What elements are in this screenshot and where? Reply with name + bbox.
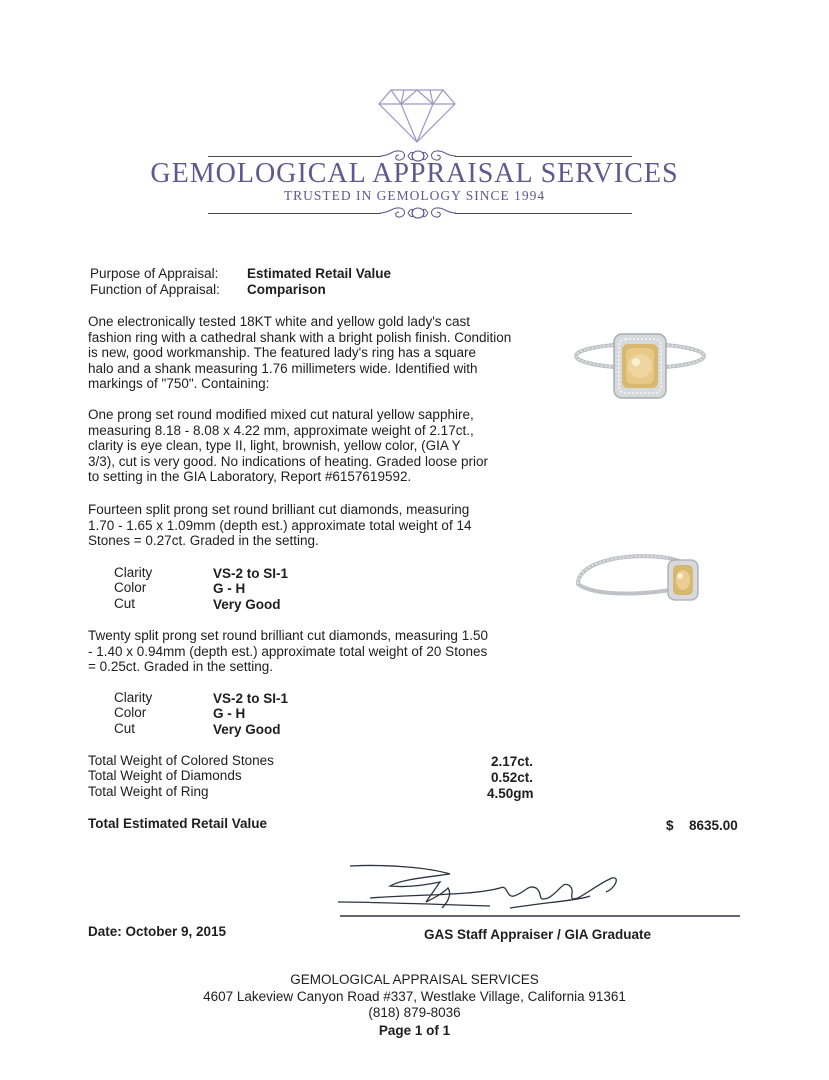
color-label: Color bbox=[114, 705, 147, 720]
colored-stones-label: Total Weight of Colored Stones bbox=[88, 753, 274, 768]
text-line: 3/3), cut is very good. No indications of heating. Graded loose prior bbox=[88, 453, 488, 469]
text-line: 1.70 - 1.65 x 1.09mm (depth est.) approximate total weight of 14 bbox=[88, 517, 472, 533]
cut-label: Cut bbox=[114, 721, 136, 736]
text-line: to setting in the GIA Laboratory, Report #6157619592. bbox=[88, 469, 412, 485]
function-label: Function of Appraisal: bbox=[90, 282, 220, 297]
signatory-title: GAS Staff Appraiser / GIA Graduate bbox=[424, 927, 652, 942]
clarity-value: VS-2 to SI-1 bbox=[213, 691, 289, 706]
footer-address: 4607 Lakeview Canyon Road #337, Westlake Village, California 91361 bbox=[203, 989, 626, 1004]
clarity-label: Clarity bbox=[114, 690, 153, 705]
page-number: Page 1 of 1 bbox=[378, 1023, 451, 1038]
header-rule-left bbox=[208, 156, 381, 157]
text-line: = 0.25ct. Graded in the setting. bbox=[88, 659, 273, 675]
signature-image bbox=[330, 858, 750, 928]
color-value: G - H bbox=[213, 706, 246, 721]
header-rule-bottom-right bbox=[455, 213, 632, 214]
ring-top-view-photo bbox=[570, 318, 710, 404]
text-line: markings of "750". Containing: bbox=[88, 376, 270, 392]
estimate-label: Total Estimated Retail Value bbox=[88, 816, 268, 831]
cut-label: Cut bbox=[114, 596, 136, 611]
diamonds-weight-label: Total Weight of Diamonds bbox=[88, 768, 242, 783]
color-value: G - H bbox=[213, 581, 246, 596]
company-logo-title: GEMOLOGICAL APPRAISAL SERVICES bbox=[150, 158, 679, 189]
header-rule-bottom-left bbox=[208, 213, 381, 214]
function-value: Comparison bbox=[247, 282, 326, 297]
header-rule-right bbox=[455, 156, 632, 157]
cut-value: Very Good bbox=[213, 722, 281, 737]
company-tagline: TRUSTED IN GEMOLOGY SINCE 1994 bbox=[283, 188, 546, 203]
ring-side-view-photo bbox=[572, 542, 712, 606]
text-line: clarity is eye clean, type II, light, brownish, yellow color, (GIA Y bbox=[88, 438, 461, 454]
colored-stones-value: 2.17ct. bbox=[491, 754, 534, 769]
text-line: Twenty split prong set round brilliant cut diamonds, measuring 1.50 bbox=[88, 628, 488, 643]
ring-weight-label: Total Weight of Ring bbox=[88, 784, 209, 799]
bottom-flourish-icon bbox=[378, 204, 458, 222]
text-line: halo and a shank measuring 1.76 millimeters wide. Identified with bbox=[88, 360, 478, 376]
text-line: - 1.40 x 0.94mm (depth est.) approximate total weight of 20 Stones bbox=[88, 643, 488, 659]
diamonds-14-description bbox=[88, 502, 528, 549]
footer-phone: (818) 879-8036 bbox=[368, 1005, 461, 1020]
purpose-value: Estimated Retail Value bbox=[247, 266, 392, 281]
clarity-value: VS-2 to SI-1 bbox=[213, 566, 289, 581]
color-label: Color bbox=[114, 580, 147, 595]
estimate-value: 8635.00 bbox=[689, 818, 738, 833]
clarity-label: Clarity bbox=[114, 565, 153, 580]
text-line: Stones = 0.27ct. Graded in the setting. bbox=[88, 533, 319, 549]
text-line: fashion ring with a cathedral shank with a bright polish finish. Condition bbox=[88, 329, 512, 345]
diamonds-weight-value: 0.52ct. bbox=[491, 770, 534, 785]
diamonds-20-description bbox=[88, 628, 528, 675]
ring-weight-value: 4.50gm bbox=[487, 786, 534, 801]
sapphire-description bbox=[88, 407, 528, 485]
appraisal-date: Date: October 9, 2015 bbox=[88, 924, 227, 939]
footer-company: GEMOLOGICAL APPRAISAL SERVICES bbox=[290, 972, 539, 987]
text-line: is new, good workmanship. The featured lady's ring has a square bbox=[88, 345, 477, 361]
diamond-logo-icon bbox=[377, 88, 457, 144]
purpose-label: Purpose of Appraisal: bbox=[90, 266, 219, 281]
ring-description bbox=[88, 314, 528, 392]
text-line: Fourteen split prong set round brilliant cut diamonds, measuring bbox=[88, 502, 470, 517]
text-line: One electronically tested 18KT white and yellow gold lady's cast bbox=[88, 314, 471, 329]
text-line: One prong set round modified mixed cut natural yellow sapphire, bbox=[88, 407, 474, 422]
currency-symbol: $ bbox=[666, 818, 674, 833]
cut-value: Very Good bbox=[213, 597, 281, 612]
text-line: measuring 8.18 - 8.08 x 4.22 mm, approximate weight of 2.17ct., bbox=[88, 422, 474, 438]
